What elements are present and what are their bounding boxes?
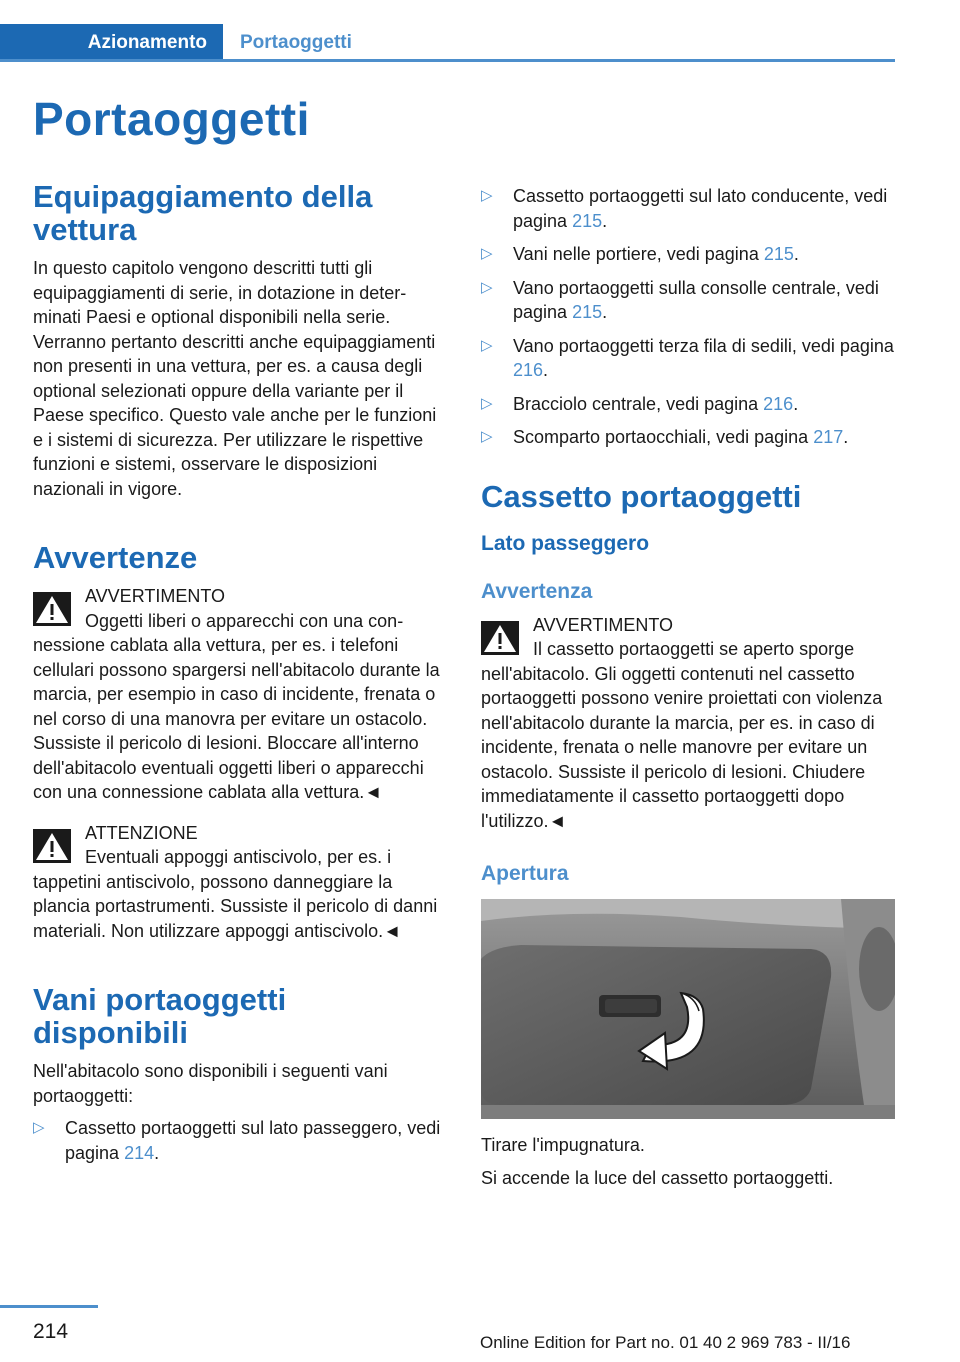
list-item: ▷ Vano portaoggetti sulla consolle centrale, vedi pagina 215.: [481, 277, 879, 322]
storage-list-left: [33, 1116, 446, 1165]
warning-triangle-icon: [481, 621, 519, 655]
page-link[interactable]: 214: [124, 1142, 155, 1163]
list-item: ▷ Cassetto portaoggetti sul lato conducente, vedi pagina 215.: [481, 186, 888, 231]
warning-body-1: Oggetti liberi o apparecchi con una connessione cablata alla vettura, per es. i telefoni cellulari possono spargersi nell'abitacolo durante la marcia, per esempio in caso di incidente, frenata o nel corso di una manovra per evitare un ostacolo. Sussiste il pericolo di lesioni. Bloccare all'interno dell'abitacolo eventuali oggetti liberi o apparecchi con una connessione cablata alla vettura.◄: [33, 610, 440, 802]
end-mark: ◄: [383, 920, 402, 941]
list-item: ▷ Bracciolo centrale, vedi pagina 216.: [481, 392, 895, 417]
storage-list-right: [481, 184, 895, 450]
bullet-arrow-icon: ▷: [481, 278, 493, 296]
glovebox-photo: [481, 899, 895, 1119]
list-item: ▷ Scomparto portaocchiali, vedi pagina 217.: [481, 425, 895, 450]
page-title: Portaoggetti: [33, 93, 310, 145]
heading-cassetto-portaoggetti: Cassetto portaoggetti: [481, 478, 802, 514]
bullet-arrow-icon: ▷: [481, 245, 493, 262]
list-item: ▷ Vani nelle portiere, vedi pagina 215.: [481, 242, 895, 267]
heading-avvertenze: Avvertenze: [33, 540, 198, 575]
list-item: ▷ Cassetto portaoggetti sul lato passeggero, vedi pagina 214.: [33, 1118, 441, 1163]
warning-triangle-icon: [33, 829, 71, 863]
warning-title-1: AVVERTIMENTO: [85, 586, 226, 606]
page-link[interactable]: 215: [572, 302, 603, 322]
right-column: [481, 184, 895, 1190]
paragraph-tirare: Tirare l'impugnatura.: [481, 1135, 645, 1155]
end-mark: ◄: [364, 782, 383, 802]
warning-triangle-icon: [33, 592, 71, 626]
warning-body-2: Eventuali appoggi antiscivolo, per es. i tappetini antiscivolo, possono danneggiare la plancia portastrumenti. Sussiste il pericolo di danni materiali. Non utilizzare appoggi antiscivolo.◄: [33, 847, 438, 941]
warning-box-1: [33, 584, 446, 805]
tab-azionamento[interactable]: Azionamento: [0, 24, 223, 62]
page-link[interactable]: 216: [513, 360, 544, 380]
warning-box-3: [481, 613, 895, 834]
warning-title-3: AVVERTIMENTO: [533, 614, 674, 635]
page-number: 214: [33, 1320, 69, 1343]
left-column: [33, 180, 446, 1174]
paragraph-equipaggiamento: In questo capitolo vengono descritti tutti gli equipaggiamenti di serie, in dotazione in determinati Paesi e optional disponibili nella serie. Verranno pertanto descritti anche equipaggiamenti non presenti in una vettura, per es. a causa degli optional selezionati oppure della variante per il Paese specifico. Questo vale anche per le funzioni e i sistemi di sicurezza. Per utilizzare le rispettive funzioni e sistemi, osservare le disposizioni nazionali in vigore.: [33, 258, 437, 499]
page-link[interactable]: 215: [572, 210, 603, 231]
warning-title-2: ATTENZIONE: [85, 822, 198, 843]
footer-rule: [0, 1305, 98, 1308]
warning-body-3: Il cassetto portaoggetti se aperto sporge nell'abitacolo. Gli oggetti contenuti nel cassetto portaoggetti possono venire proiettati con violenza nell'abitacolo durante la marcia, per es. in caso di incidente, frenata o nelle manovre per evitare un ostacolo. Sussiste il pericolo di lesioni. Chiudere immediatamente il cassetto portaoggetti dopo l'utilizzo.◄: [481, 639, 883, 831]
bullet-arrow-icon: ▷: [481, 394, 493, 412]
edition-footer: Online Edition for Part no. 01 40 2 969 783 - II/16: [480, 1333, 851, 1352]
end-mark: ◄: [548, 810, 567, 831]
page-link[interactable]: 215: [763, 244, 794, 264]
tab-portaoggetti[interactable]: Portaoggetti: [240, 32, 352, 53]
heading-equipaggiamento: Equipaggiamento della vettura: [33, 179, 373, 247]
heading-vani-portaoggetti: Vani portaoggetti disponibili: [33, 982, 287, 1050]
bullet-arrow-icon: ▷: [481, 336, 493, 354]
list-item: ▷ Vano portaoggetti terza fila di sedili, vedi pagina 216.: [481, 335, 894, 380]
bullet-arrow-icon: ▷: [33, 1119, 45, 1136]
paragraph-vani: Nell'abitacolo sono disponibili i seguenti vani portaoggetti:: [33, 1061, 388, 1106]
bullet-arrow-icon: ▷: [481, 187, 493, 204]
page-link[interactable]: 217: [813, 427, 844, 447]
chapter-tab-bar: [0, 24, 895, 62]
tab-bar-rule: [0, 59, 895, 62]
paragraph-luce: Si accende la luce del cassetto portaoggetti.: [481, 1167, 834, 1188]
heading-lato-passeggero: Lato passeggero: [481, 531, 650, 555]
warning-box-2: [33, 821, 446, 944]
heading-avvertenza: Avvertenza: [481, 579, 593, 603]
page-link[interactable]: 216: [763, 393, 794, 414]
heading-apertura: Apertura: [481, 862, 569, 885]
bullet-arrow-icon: ▷: [481, 428, 493, 445]
